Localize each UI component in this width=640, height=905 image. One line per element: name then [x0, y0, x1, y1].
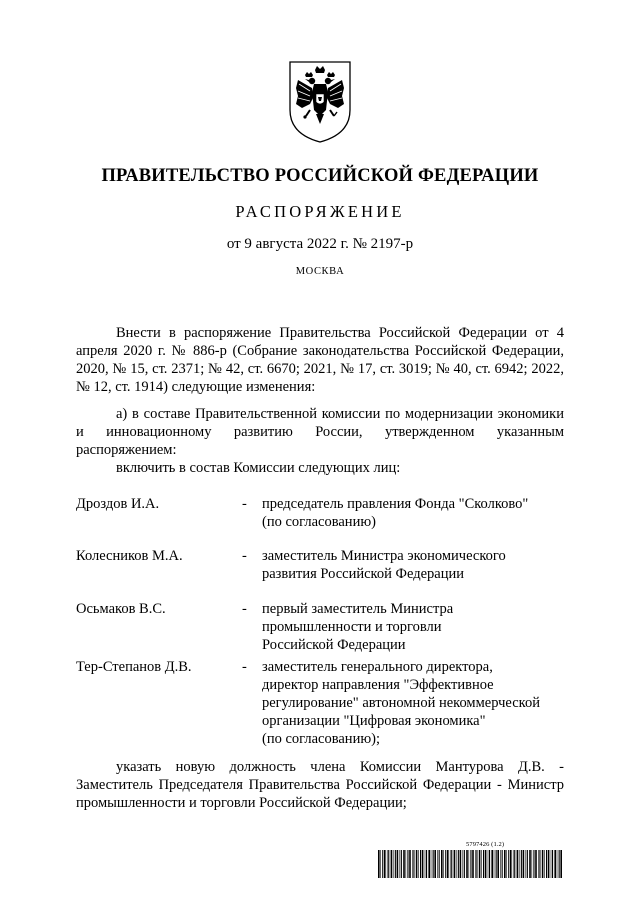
paragraph-commission: а) в составе Правительственной комиссии по модернизации экономики и инновационному развитию России, утвержденном указанным распоряжением:	[76, 406, 564, 458]
member-role: председатель правления Фонда "Сколково" (по согласованию)	[262, 496, 529, 530]
organization-title: ПРАВИТЕЛЬСТВО РОССИЙСКОЙ ФЕДЕРАЦИИ	[101, 166, 539, 186]
member-name: Осьмаков В.С.	[76, 601, 166, 617]
paragraph-position-change: указать новую должность члена Комиссии Мантурова Д.В. - Заместитель Председателя Правительства Российской Федерации - Министр промышленности и торговли Российской Федерации;	[76, 759, 564, 811]
member-role: заместитель генерального директора, директор направления "Эффективное регулирование" автономной некоммерческой организации "Цифровая экономика" (по согласованию);	[262, 659, 540, 747]
member-dash: -	[242, 601, 247, 617]
barcode-icon	[377, 850, 565, 878]
member-dash: -	[242, 548, 247, 564]
barcode-number: 5797426 (1.2)	[466, 841, 505, 848]
member-role: первый заместитель Министра промышленности и торговли Российской Федерации	[262, 601, 454, 653]
member-name: Дроздов И.А.	[76, 496, 160, 512]
member-role: заместитель Министра экономического развития Российской Федерации	[262, 548, 506, 582]
paragraph-intro: Внести в распоряжение Правительства Российской Федерации от 4 апреля 2020 г. № 886-р (Собрание законодательства Российской Федерации, 2020, № 15, ст. 2371; № 42, ст. 6670; 2021, № 17, ст. 3019; № 40, ст. 6942; 2022, № 12, ст. 1914) следующие изменения:	[76, 325, 564, 395]
date-and-number: от 9 августа 2022 г. № 2197-р	[226, 236, 414, 252]
member-name: Колесников М.А.	[76, 548, 183, 564]
coat-of-arms-icon	[286, 58, 354, 144]
member-dash: -	[242, 659, 247, 675]
document-type: РАСПОРЯЖЕНИЕ	[235, 202, 405, 221]
member-dash: -	[242, 496, 247, 512]
city-name: МОСКВА	[295, 266, 345, 277]
member-name: Тер-Степанов Д.В.	[76, 659, 192, 675]
paragraph-include: включить в состав Комиссии следующих лиц:	[116, 460, 401, 476]
